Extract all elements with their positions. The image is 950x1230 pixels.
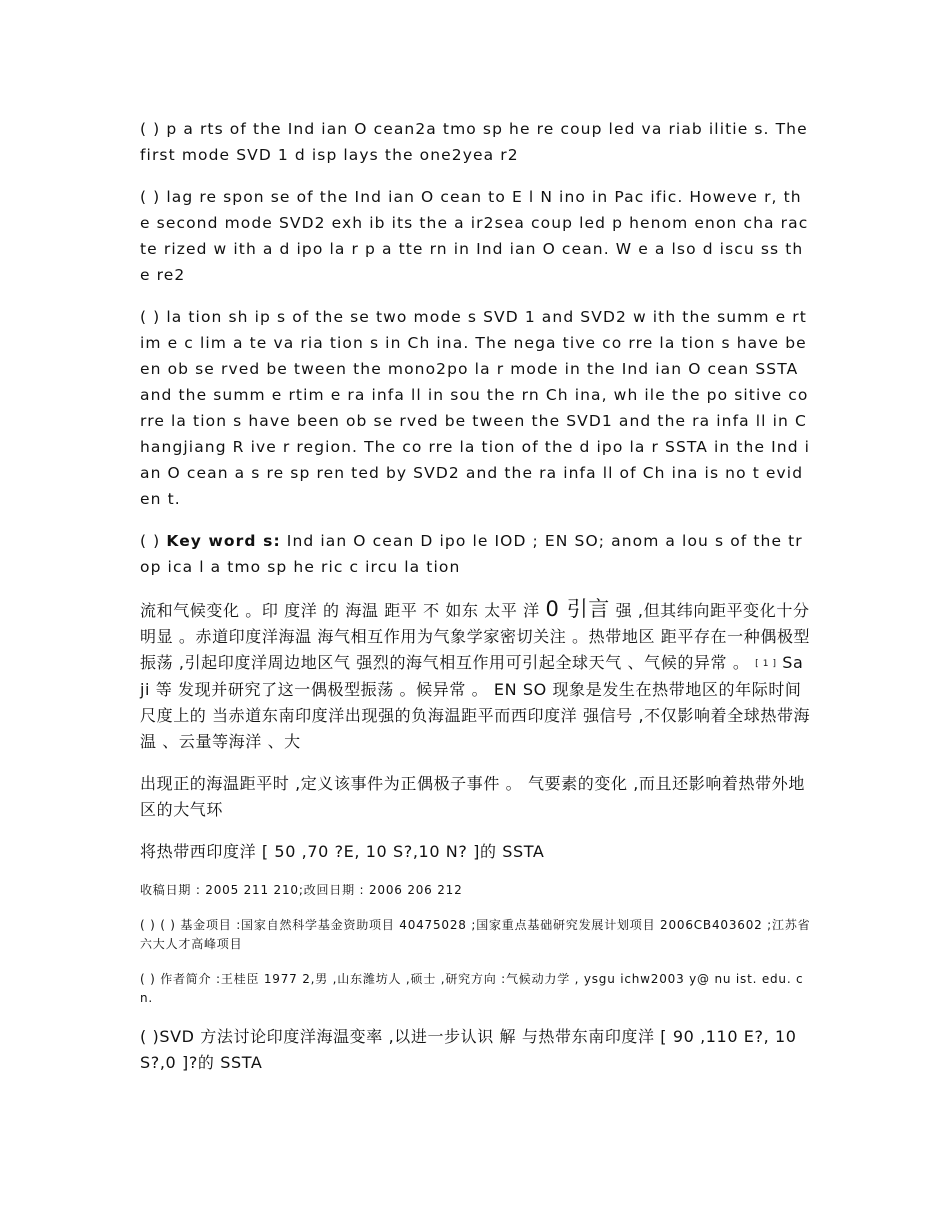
author-note: ( ) 作者简介 :王桂臣 1977 2,男 ,山东潍坊人 ,硕士 ,研究方向 :气候动力学 , ysgu ichw2003 y@ nu ist. edu. cn. bbox=[140, 972, 804, 1005]
keywords-label: Key word s: bbox=[166, 532, 281, 550]
abstract-paragraph-3: ( ) la tion sh ip s of the se two mode s SVD 1 and SVD2 w ith the summ e rtim e c lim a te va ria tion s in Ch ina. The nega tive co rre la tion s have been ob se rved be tween the mono2po la r mode in the Ind ian O cean SSTA and the summ e rtim e ra infa ll in sou the rn Ch ina, wh ile the po sitive co rre la tion s have been ob se rved be tween the SVD1 and the ra infa ll in Changjiang R ive r region. The co rre la tion of the d ipo la r SSTA in the Ind ian O cean a s re sp ren ted by SVD2 and the ra infa ll of Ch ina is no t eviden t. bbox=[140, 308, 811, 508]
keywords-text: Ind ian O cean D ipo le IOD ; EN SO; anom a lou s of the trop ica l a tmo sp he ric c ircu la tion bbox=[140, 532, 803, 576]
citation-marker: [ 1 ] bbox=[755, 659, 777, 669]
funding-note: ( ) ( ) 基金项目 :国家自然科学基金资助项目 40475028 ;国家重点基础研究发展计划项目 2006CB403602 ;江苏省六大人才高峰项目 bbox=[140, 918, 811, 951]
introduction-paragraph-1 bbox=[140, 596, 812, 755]
intro-text-part-3: Sa ji 等 发现并研究了这一偶极型振荡 。候异常 。 EN SO 现象是发生在热带地区的年际时间尺度上的 当赤道东南印度洋出现强的负海温距平而西印度洋 强信号 ,不仅影响着全球热带海温 、云量等海洋 、大 bbox=[140, 653, 811, 751]
section-heading-introduction: 0 引言 bbox=[545, 597, 610, 621]
received-date-note: 收稿日期 : 2005 211 210;改回日期 : 2006 206 212 bbox=[140, 883, 463, 897]
intro-text-part-2: 强 ,但其纬向距平变化十分明显 。赤道印度洋海温 海气相互作用为气象学家密切关注 。热带地区 距平存在一种偶极型振荡 ,引起印度洋周边地区气 强烈的海气相互作用可引起全球天气 、气候的异常 。 bbox=[140, 601, 811, 672]
introduction-paragraph-4: ( )SVD 方法讨论印度洋海温变率 ,以进一步认识 解 与热带东南印度洋 [ 90 ,110 E?, 10 S?,0 ]?的 SSTA bbox=[140, 1027, 797, 1072]
keywords-prefix: ( ) bbox=[140, 532, 167, 550]
intro-text-part-1: 流和气候变化 。印 度洋 的 海温 距平 不 如东 太平 洋 bbox=[140, 601, 546, 620]
introduction-paragraph-3: 将热带西印度洋 [ 50 ,70 ?E, 10 S?,10 N? ]的 SSTA bbox=[140, 842, 545, 861]
abstract-paragraph-1: ( ) p a rts of the Ind ian O cean2a tmo sp he re coup led va riab ilitie s. The first mode SVD 1 d isp lays the one2yea r2 bbox=[140, 120, 808, 164]
introduction-paragraph-2: 出现正的海温距平时 ,定义该事件为正偶极子事件 。 气要素的变化 ,而且还影响着热带外地区的大气环 bbox=[140, 774, 805, 819]
abstract-paragraph-2: ( ) lag re spon se of the Ind ian O cean to E l N ino in Pac ific. Howeve r, the second mode SVD2 exh ib its the a ir2sea coup led p henom enon cha rac te rized w ith a d ipo la r p a tte rn in Ind ian O cean. W e a lso d iscu ss the re2 bbox=[140, 188, 809, 284]
keywords-paragraph bbox=[140, 528, 812, 580]
document-page bbox=[140, 116, 812, 1076]
